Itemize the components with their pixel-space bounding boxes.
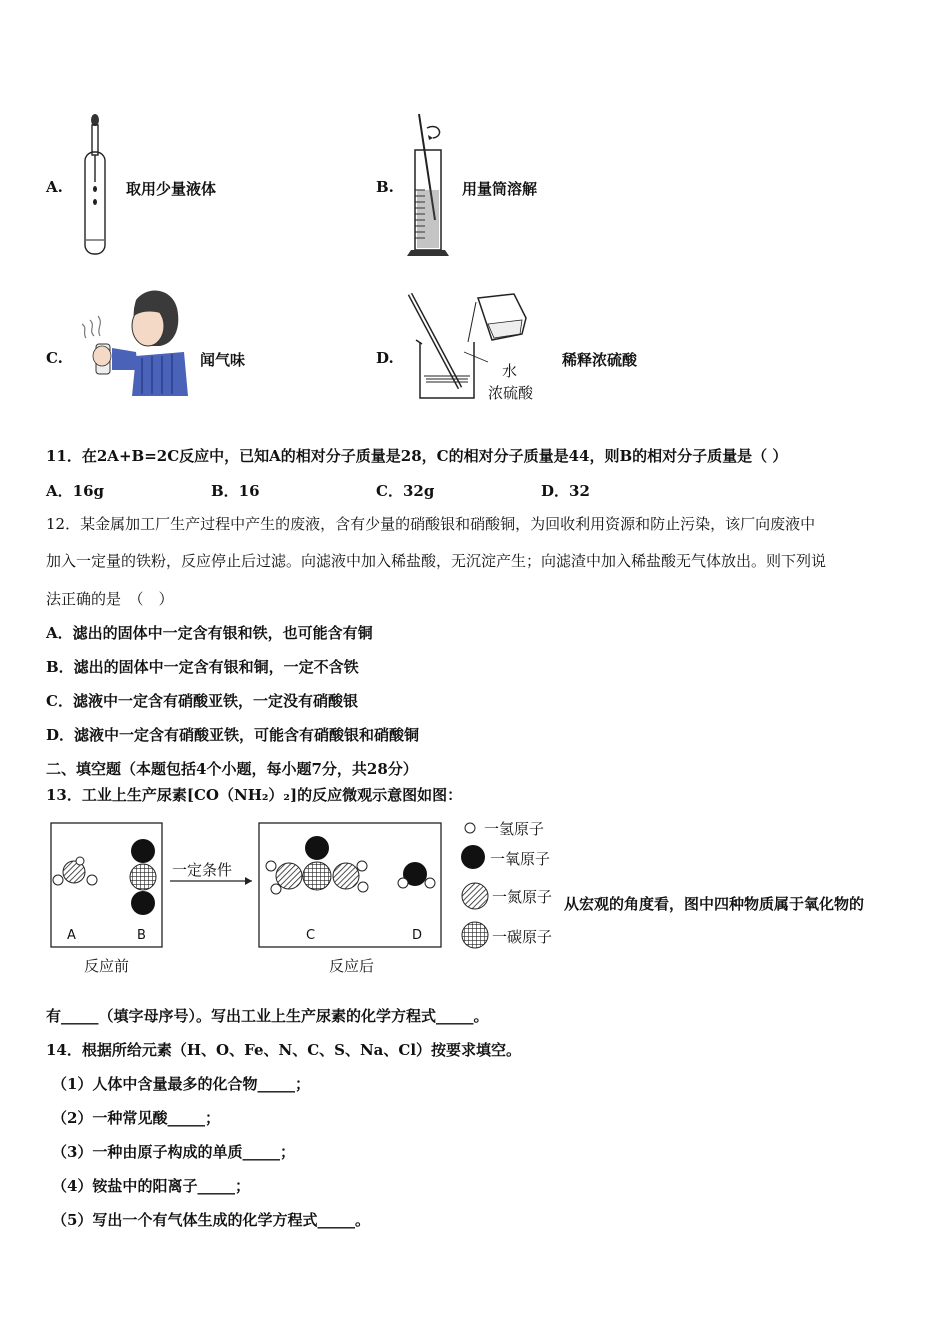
question-13-stem: 13．工业上生产尿素[CO（NH₂）₂]的反应微观示意图如图： (46, 786, 463, 804)
legend-oxygen: 一氧原子 (490, 850, 551, 868)
q14-item-4: （4）铵盐中的阳离子_____； (52, 1177, 250, 1195)
legend-hydrogen: 一氢原子 (484, 820, 545, 838)
q14-item-2: （2）一种常见酸_____； (52, 1109, 220, 1127)
question-12-line-1: 12．某金属加工厂生产过程中产生的废液，含有少量的硝酸银和硝酸铜，为回收利用资源和防止污染，该厂向废液中 (46, 515, 816, 533)
q12-option-b: B．滤出的固体中一定含有银和铜，一定不含铁 (46, 658, 359, 676)
option-letter: D. (376, 349, 394, 367)
q12-option-d: D．滤液中一定含有硝酸亚铁，可能含有硝酸银和硝酸铜 (46, 726, 420, 744)
option-text: 取用少量液体 (126, 180, 217, 198)
q11-option-d: D．32 (541, 482, 590, 500)
q14-item-3: （3）一种由原子构成的单质_____； (52, 1143, 295, 1161)
water-label: 水 (502, 362, 518, 380)
option-text: 用量筒溶解 (462, 180, 538, 198)
question-14-stem: 14．根据所给元素（H、O、Fe、N、C、S、Na、Cl）按要求填空。 (46, 1041, 522, 1059)
option-text: 稀释浓硫酸 (562, 351, 638, 369)
q12-option-a: A．滤出的固体中一定含有银和铁，也可能含有铜 (46, 624, 373, 642)
acid-label: 浓硫酸 (488, 384, 534, 402)
q14-item-5: （5）写出一个有气体生成的化学方程式_____。 (52, 1211, 370, 1229)
before-label: 反应前 (84, 957, 130, 975)
question-12-line-2: 加入一定量的铁粉，反应停止后过滤。向滤液中加入稀盐酸，无沉淀产生；向滤渣中加入稀盐酸无气体放出。则下列说 (46, 552, 827, 570)
after-label: 反应后 (329, 957, 375, 975)
label-d: D (412, 928, 423, 943)
option-text: 闻气味 (200, 351, 246, 369)
question-13-line-2: 有_____（填字母序号）。写出工业上生产尿素的化学方程式_____。 (46, 1007, 489, 1025)
question-12-line-3: 法正确的是 （ ） (46, 590, 174, 608)
option-letter: B. (376, 178, 394, 196)
legend-carbon: 一碳原子 (492, 928, 553, 946)
option-letter: A. (46, 178, 63, 196)
legend-nitrogen: 一氮原子 (492, 888, 553, 906)
q11-option-b: B．16 (211, 482, 260, 500)
q12-option-c: C．滤液中一定含有硝酸亚铁，一定没有硝酸银 (46, 692, 358, 710)
q14-item-1: （1）人体中含量最多的化合物_____； (52, 1075, 310, 1093)
condition-label: 一定条件 (172, 861, 233, 879)
label-b: B (137, 928, 146, 943)
label-c: C (306, 928, 316, 943)
question-11-stem: 11．在2A+B=2C反应中，已知A的相对分子质量是28，C的相对分子质量是44，则B的相对分子质量是（ ） (46, 447, 788, 465)
q11-option-c: C．32g (376, 482, 435, 500)
question-13-side-text: 从宏观的角度看，图中四种物质属于氧化物的 (564, 895, 865, 913)
label-a: A (67, 928, 76, 943)
section-heading: 二、填空题（本题包括4个小题，每小题7分，共28分） (46, 760, 418, 778)
option-letter: C. (46, 349, 63, 367)
q11-option-a: A．16g (46, 482, 105, 500)
